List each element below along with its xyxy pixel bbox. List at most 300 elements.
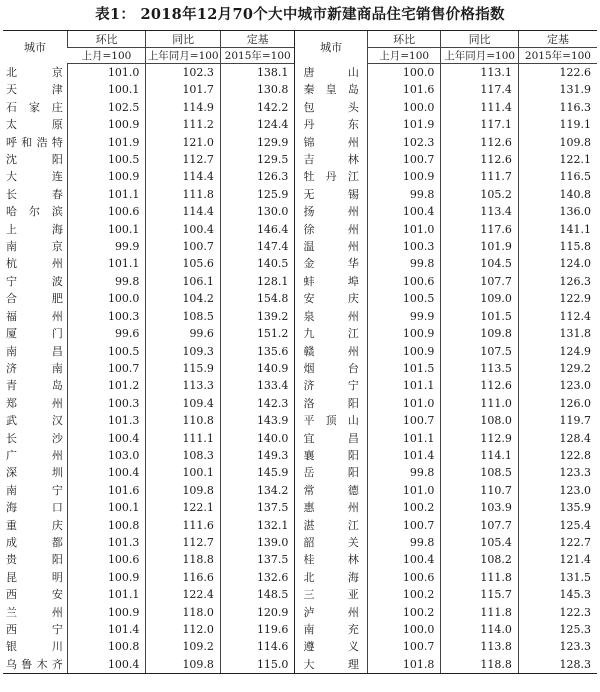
mom-value: 100.5 — [67, 343, 146, 360]
yoy-value: 113.3 — [146, 377, 221, 394]
yoy-value: 109.3 — [146, 343, 221, 360]
fixed-value: 114.6 — [220, 638, 295, 655]
city-name: 哈尔滨 — [6, 205, 63, 219]
yoy-header: 同比 — [441, 31, 519, 48]
mom-value: 100.2 — [367, 586, 440, 603]
city-name: 牡丹江 — [295, 168, 367, 185]
fixed-value: 142.2 — [220, 99, 295, 116]
mom-value: 100.6 — [67, 203, 146, 220]
fixed-value: 134.2 — [220, 482, 295, 499]
yoy-value: 113.5 — [441, 360, 519, 377]
yoy-value: 111.0 — [441, 395, 519, 412]
fixed-value: 122.7 — [518, 534, 597, 551]
city-name: 兰州 — [6, 605, 63, 619]
mom-value: 100.9 — [67, 604, 146, 621]
yoy-value: 117.4 — [441, 81, 519, 98]
mom-value: 101.0 — [367, 395, 440, 412]
mom-value: 101.5 — [367, 360, 440, 377]
table-row — [3, 186, 597, 203]
table-row — [3, 638, 597, 655]
mom-value: 99.9 — [367, 308, 440, 325]
city-name: 厦门 — [6, 327, 63, 341]
fixed-value: 125.3 — [518, 621, 597, 638]
mom-value: 100.1 — [67, 81, 146, 98]
fixed-value: 128.4 — [518, 430, 597, 447]
yoy-value: 112.7 — [146, 534, 221, 551]
fixed-value: 126.0 — [518, 395, 597, 412]
yoy-value: 117.1 — [441, 116, 519, 133]
city-name: 温州 — [295, 238, 367, 255]
mom-value: 100.6 — [367, 273, 440, 290]
fixed-value: 148.5 — [220, 586, 295, 603]
yoy-value: 109.8 — [146, 656, 221, 674]
fixed-value: 122.3 — [518, 604, 597, 621]
yoy-value: 118.0 — [146, 604, 221, 621]
mom-value: 100.0 — [367, 64, 440, 82]
city-name: 常德 — [295, 482, 367, 499]
yoy-value: 103.9 — [441, 499, 519, 516]
city-name: 济宁 — [295, 377, 367, 394]
city-name: 宜昌 — [295, 430, 367, 447]
yoy-value: 115.7 — [441, 586, 519, 603]
yoy-value: 118.8 — [441, 656, 519, 674]
yoy-value: 112.0 — [146, 621, 221, 638]
fixed-value: 137.5 — [220, 499, 295, 516]
fixed-value: 130.8 — [220, 81, 295, 98]
yoy-value: 110.8 — [146, 412, 221, 429]
table-row — [3, 325, 597, 342]
yoy-value: 114.9 — [146, 99, 221, 116]
fixed-value: 123.0 — [518, 377, 597, 394]
fixed-value: 135.6 — [220, 343, 295, 360]
city-name: 成都 — [6, 535, 63, 549]
yoy-value: 122.1 — [146, 499, 221, 516]
mom-value: 100.5 — [67, 151, 146, 168]
mom-value: 100.0 — [367, 621, 440, 638]
yoy-value: 113.4 — [441, 203, 519, 220]
city-header: 城市 — [295, 31, 367, 64]
fixed-header: 定基 — [518, 31, 597, 48]
yoy-value: 107.7 — [441, 517, 519, 534]
mom-value: 100.7 — [367, 517, 440, 534]
mom-value: 100.2 — [367, 499, 440, 516]
mom-value: 99.8 — [367, 186, 440, 203]
city-name: 南宁 — [6, 483, 63, 497]
table-row — [3, 604, 597, 621]
yoy-value: 107.7 — [441, 273, 519, 290]
yoy-value: 108.5 — [441, 464, 519, 481]
yoy-value: 111.8 — [441, 604, 519, 621]
price-index-table — [3, 30, 597, 674]
fixed-value: 130.0 — [220, 203, 295, 220]
table-row — [3, 586, 597, 603]
table-body — [3, 64, 597, 674]
yoy-value: 112.6 — [441, 134, 519, 151]
city-name: 南京 — [6, 240, 63, 254]
mom-value: 100.7 — [367, 151, 440, 168]
table-row — [3, 273, 597, 290]
yoy-value: 104.2 — [146, 290, 221, 307]
mom-value: 100.4 — [67, 656, 146, 674]
fixed-value: 154.8 — [220, 290, 295, 307]
yoy-value: 100.4 — [146, 221, 221, 238]
fixed-value: 137.5 — [220, 551, 295, 568]
city-name: 西宁 — [6, 623, 63, 636]
mom-value: 100.4 — [67, 464, 146, 481]
city-name: 平顶山 — [295, 412, 367, 429]
city-name: 遵义 — [295, 638, 367, 655]
yoy-value: 121.0 — [146, 134, 221, 151]
city-name: 蚌埠 — [295, 273, 367, 290]
yoy-value: 100.7 — [146, 238, 221, 255]
yoy-base: 上年同月=100 — [441, 48, 519, 64]
mom-value: 101.6 — [367, 81, 440, 98]
mom-value: 100.8 — [67, 638, 146, 655]
table-row — [3, 81, 597, 98]
table-row — [3, 551, 597, 568]
mom-value: 100.4 — [367, 551, 440, 568]
yoy-value: 111.1 — [146, 430, 221, 447]
yoy-value: 99.6 — [146, 325, 221, 342]
city-name: 南昌 — [6, 344, 63, 358]
city-name: 韶关 — [295, 534, 367, 551]
yoy-value: 108.2 — [441, 551, 519, 568]
table-row — [3, 534, 597, 551]
city-name: 包头 — [295, 99, 367, 116]
table-row — [3, 447, 597, 464]
city-name: 深圳 — [6, 466, 63, 480]
mom-value: 100.4 — [67, 430, 146, 447]
fixed-value: 135.9 — [518, 499, 597, 516]
table-row — [3, 64, 597, 82]
mom-value: 100.2 — [367, 604, 440, 621]
table-row — [3, 99, 597, 116]
table-row — [3, 412, 597, 429]
fixed-value: 123.3 — [518, 638, 597, 655]
mom-value: 100.9 — [67, 168, 146, 185]
yoy-value: 113.8 — [441, 638, 519, 655]
mom-value: 100.9 — [67, 569, 146, 586]
table-row — [3, 116, 597, 133]
city-name: 扬州 — [295, 203, 367, 220]
mom-value: 100.4 — [367, 203, 440, 220]
fixed-value: 109.8 — [518, 134, 597, 151]
table-row — [3, 656, 597, 674]
city-name: 泉州 — [295, 308, 367, 325]
fixed-value: 131.5 — [518, 569, 597, 586]
fixed-value: 132.1 — [220, 517, 295, 534]
city-name: 吉林 — [295, 151, 367, 168]
fixed-base: 2015年=100 — [518, 48, 597, 64]
fixed-value: 128.1 — [220, 273, 295, 290]
city-name: 石家庄 — [6, 100, 63, 114]
city-name: 洛阳 — [295, 395, 367, 412]
mom-value: 100.0 — [367, 99, 440, 116]
fixed-value: 121.4 — [518, 551, 597, 568]
city-name: 重庆 — [6, 518, 63, 532]
city-name: 武汉 — [6, 414, 63, 428]
city-name: 丹东 — [295, 116, 367, 133]
yoy-value: 109.8 — [441, 325, 519, 342]
mom-value: 102.5 — [67, 99, 146, 116]
mom-value: 100.7 — [67, 360, 146, 377]
city-name: 泸州 — [295, 604, 367, 621]
mom-value: 100.5 — [367, 290, 440, 307]
fixed-value: 140.0 — [220, 430, 295, 447]
yoy-value: 108.3 — [146, 447, 221, 464]
header-row — [3, 31, 597, 48]
city-name: 秦皇岛 — [295, 81, 367, 98]
table-row — [3, 464, 597, 481]
city-name: 湛江 — [295, 517, 367, 534]
mom-value: 99.9 — [67, 238, 146, 255]
city-name: 长沙 — [6, 431, 63, 445]
mom-value: 101.1 — [67, 255, 146, 272]
mom-value: 101.8 — [367, 656, 440, 674]
mom-value: 101.1 — [67, 586, 146, 603]
yoy-value: 108.5 — [146, 308, 221, 325]
fixed-value: 123.0 — [518, 482, 597, 499]
fixed-value: 125.4 — [518, 517, 597, 534]
table-row — [3, 221, 597, 238]
city-name: 呼和浩特 — [6, 135, 63, 149]
mom-value: 100.7 — [367, 412, 440, 429]
yoy-value: 112.6 — [441, 377, 519, 394]
city-name: 九江 — [295, 325, 367, 342]
table-row — [3, 499, 597, 516]
yoy-value: 114.1 — [441, 447, 519, 464]
fixed-value: 139.0 — [220, 534, 295, 551]
mom-value: 100.6 — [367, 569, 440, 586]
mom-value: 101.0 — [67, 64, 146, 82]
table-row — [3, 134, 597, 151]
table-row — [3, 255, 597, 272]
table-row — [3, 151, 597, 168]
fixed-value: 143.9 — [220, 412, 295, 429]
fixed-value: 141.1 — [518, 221, 597, 238]
table-row — [3, 517, 597, 534]
city-name: 襄阳 — [295, 447, 367, 464]
fixed-base: 2015年=100 — [220, 48, 295, 64]
table-row — [3, 569, 597, 586]
mom-value: 101.9 — [67, 134, 146, 151]
yoy-value: 114.4 — [146, 203, 221, 220]
city-name: 银川 — [6, 640, 63, 654]
yoy-value: 109.8 — [146, 482, 221, 499]
mom-value: 99.8 — [67, 273, 146, 290]
yoy-value: 110.7 — [441, 482, 519, 499]
yoy-value: 114.0 — [441, 621, 519, 638]
table-row — [3, 430, 597, 447]
mom-value: 99.8 — [367, 464, 440, 481]
fixed-value: 112.4 — [518, 308, 597, 325]
yoy-value: 109.4 — [146, 395, 221, 412]
city-name: 郑州 — [6, 396, 63, 410]
city-name: 无锡 — [295, 186, 367, 203]
fixed-value: 132.6 — [220, 569, 295, 586]
city-name: 沈阳 — [6, 153, 63, 167]
table-row — [3, 168, 597, 185]
city-name: 长春 — [6, 187, 63, 201]
yoy-value: 114.4 — [146, 168, 221, 185]
fixed-value: 126.3 — [518, 273, 597, 290]
fixed-value: 122.1 — [518, 151, 597, 168]
fixed-value: 124.4 — [220, 116, 295, 133]
city-name: 唐山 — [295, 64, 367, 82]
yoy-value: 111.7 — [441, 168, 519, 185]
fixed-value: 116.3 — [518, 99, 597, 116]
table-row — [3, 482, 597, 499]
fixed-value: 145.3 — [518, 586, 597, 603]
fixed-value: 133.4 — [220, 377, 295, 394]
mom-value: 101.9 — [367, 116, 440, 133]
fixed-value: 124.9 — [518, 343, 597, 360]
fixed-value: 124.0 — [518, 255, 597, 272]
yoy-value: 112.7 — [146, 151, 221, 168]
yoy-value: 100.1 — [146, 464, 221, 481]
city-name: 杭州 — [6, 257, 63, 271]
yoy-value: 111.2 — [146, 116, 221, 133]
yoy-value: 101.7 — [146, 81, 221, 98]
fixed-value: 122.8 — [518, 447, 597, 464]
fixed-value: 122.9 — [518, 290, 597, 307]
mom-value: 100.9 — [367, 325, 440, 342]
mom-value: 101.0 — [367, 221, 440, 238]
fixed-value: 138.1 — [220, 64, 295, 82]
city-name: 贵阳 — [6, 553, 63, 567]
mom-value: 99.8 — [367, 534, 440, 551]
mom-value: 100.7 — [367, 638, 440, 655]
mom-value: 101.1 — [367, 377, 440, 394]
yoy-value: 112.6 — [441, 151, 519, 168]
mom-value: 99.8 — [367, 255, 440, 272]
table-row — [3, 395, 597, 412]
city-name: 北京 — [6, 65, 63, 79]
table-row — [3, 203, 597, 220]
fixed-value: 119.6 — [220, 621, 295, 638]
yoy-value: 108.0 — [441, 412, 519, 429]
city-name: 大连 — [6, 170, 63, 184]
yoy-value: 109.0 — [441, 290, 519, 307]
city-name: 福州 — [6, 309, 63, 323]
fixed-value: 129.5 — [220, 151, 295, 168]
city-name: 桂林 — [295, 551, 367, 568]
city-name: 烟台 — [295, 360, 367, 377]
city-name: 赣州 — [295, 343, 367, 360]
fixed-value: 149.3 — [220, 447, 295, 464]
mom-value: 100.8 — [67, 517, 146, 534]
yoy-value: 101.5 — [441, 308, 519, 325]
mom-value: 100.9 — [367, 343, 440, 360]
yoy-value: 105.6 — [146, 255, 221, 272]
fixed-value: 116.5 — [518, 168, 597, 185]
yoy-value: 111.6 — [146, 517, 221, 534]
mom-header: 环比 — [67, 31, 146, 48]
fixed-value: 139.2 — [220, 308, 295, 325]
yoy-value: 105.2 — [441, 186, 519, 203]
yoy-value: 118.8 — [146, 551, 221, 568]
city-name: 西安 — [6, 588, 63, 602]
fixed-value: 140.8 — [518, 186, 597, 203]
city-name: 广州 — [6, 448, 63, 462]
table-row — [3, 377, 597, 394]
yoy-value: 111.8 — [146, 186, 221, 203]
yoy-value: 106.1 — [146, 273, 221, 290]
table-row — [3, 238, 597, 255]
mom-value: 102.3 — [367, 134, 440, 151]
mom-value: 101.6 — [67, 482, 146, 499]
fixed-value: 140.5 — [220, 255, 295, 272]
mom-value: 100.6 — [67, 551, 146, 568]
city-name: 宁波 — [6, 274, 63, 288]
table-row — [3, 343, 597, 360]
fixed-value: 123.3 — [518, 464, 597, 481]
city-name: 大理 — [295, 656, 367, 674]
yoy-base: 上年同月=100 — [146, 48, 221, 64]
mom-value: 100.9 — [67, 116, 146, 133]
city-name: 济南 — [6, 361, 63, 375]
mom-value: 101.3 — [67, 412, 146, 429]
yoy-value: 109.2 — [146, 638, 221, 655]
mom-value: 99.6 — [67, 325, 146, 342]
yoy-value: 104.5 — [441, 255, 519, 272]
city-name: 徐州 — [295, 221, 367, 238]
mom-value: 101.4 — [67, 621, 146, 638]
fixed-value: 151.2 — [220, 325, 295, 342]
fixed-value: 126.3 — [220, 168, 295, 185]
fixed-value: 128.3 — [518, 656, 597, 674]
fixed-value: 122.6 — [518, 64, 597, 82]
mom-value: 101.1 — [367, 430, 440, 447]
mom-value: 100.3 — [67, 308, 146, 325]
yoy-value: 116.6 — [146, 569, 221, 586]
mom-value: 101.3 — [67, 534, 146, 551]
city-name: 乌鲁木齐 — [3, 656, 67, 674]
yoy-value: 101.9 — [441, 238, 519, 255]
table-row — [3, 360, 597, 377]
mom-value: 100.0 — [67, 290, 146, 307]
fixed-value: 146.4 — [220, 221, 295, 238]
city-name: 惠州 — [295, 499, 367, 516]
city-name: 青岛 — [6, 379, 63, 393]
fixed-value: 119.7 — [518, 412, 597, 429]
mom-value: 100.9 — [367, 168, 440, 185]
city-name: 天津 — [6, 83, 63, 97]
mom-value: 100.1 — [67, 221, 146, 238]
city-name: 合肥 — [6, 292, 63, 306]
yoy-value: 113.1 — [441, 64, 519, 82]
fixed-value: 119.1 — [518, 116, 597, 133]
fixed-value: 131.9 — [518, 81, 597, 98]
table-row — [3, 621, 597, 638]
yoy-value: 102.3 — [146, 64, 221, 82]
fixed-value: 129.9 — [220, 134, 295, 151]
fixed-value: 125.9 — [220, 186, 295, 203]
table-row — [3, 290, 597, 307]
fixed-value: 131.8 — [518, 325, 597, 342]
table-row — [3, 308, 597, 325]
city-name: 南充 — [295, 621, 367, 638]
fixed-value: 142.3 — [220, 395, 295, 412]
fixed-value: 147.4 — [220, 238, 295, 255]
city-name: 上海 — [6, 222, 63, 236]
city-name: 三亚 — [295, 586, 367, 603]
city-name: 北海 — [295, 569, 367, 586]
mom-value: 101.1 — [67, 186, 146, 203]
yoy-value: 112.9 — [441, 430, 519, 447]
mom-value: 101.0 — [367, 482, 440, 499]
mom-value: 100.3 — [67, 395, 146, 412]
